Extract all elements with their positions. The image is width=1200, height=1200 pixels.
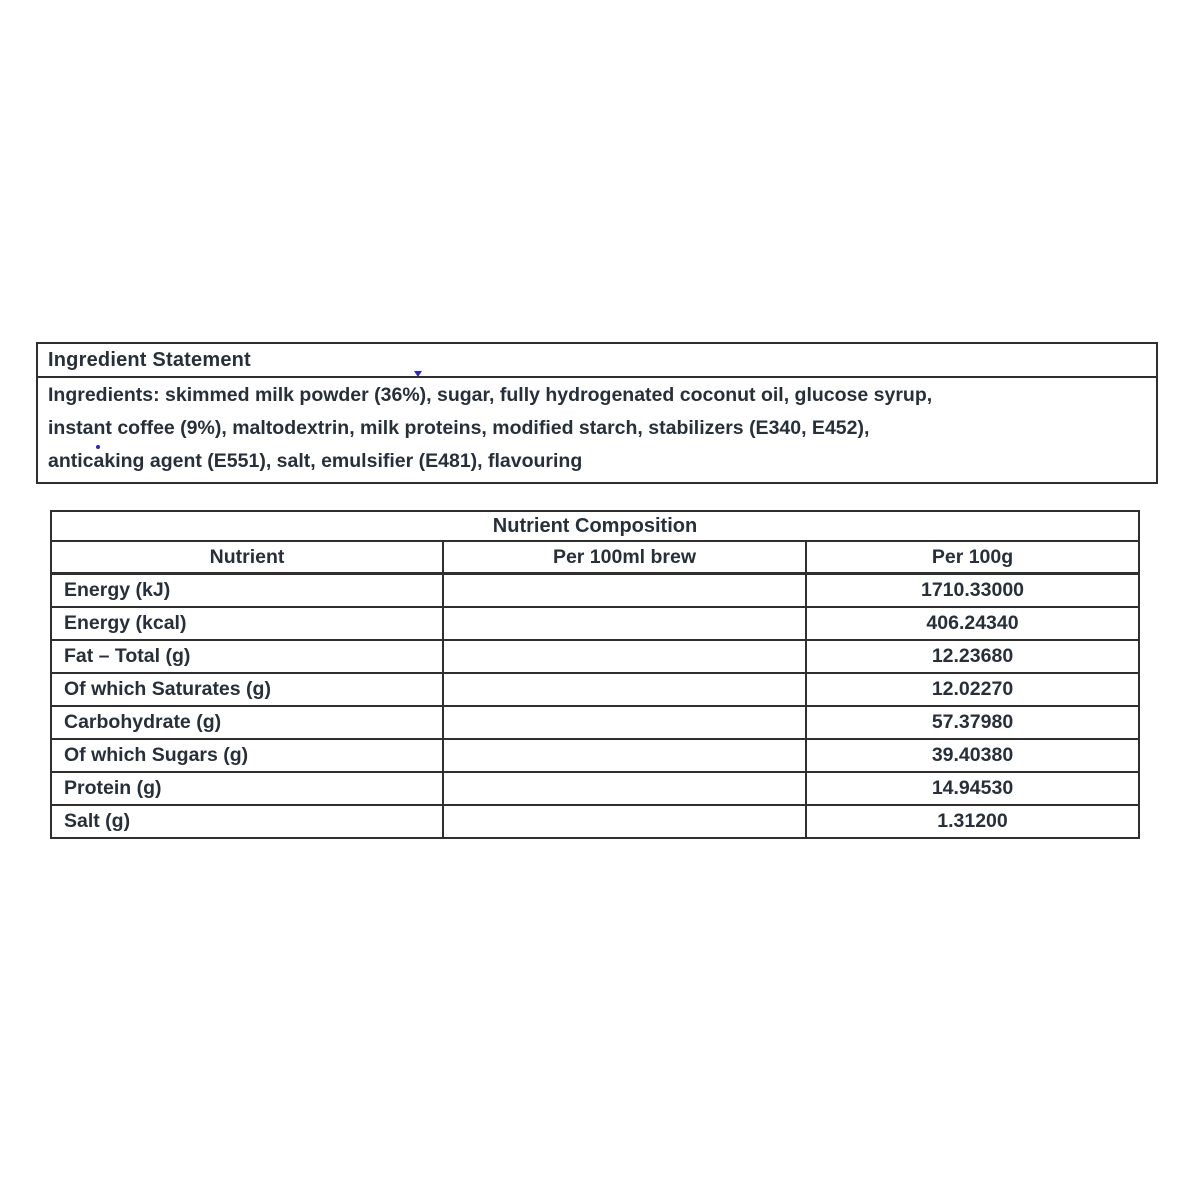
per-100g-cell: 14.94530 <box>806 772 1139 805</box>
scan-artifact-caret <box>414 371 422 377</box>
per-100ml-brew-cell <box>443 574 806 608</box>
per-100g-cell: 406.24340 <box>806 607 1139 640</box>
ingredient-line: instant coffee (9%), maltodextrin, milk proteins, modified starch, stabilizers (E340, E452), <box>48 417 870 439</box>
table-row <box>51 574 1139 608</box>
nutrient-name-cell: Energy (kJ) <box>51 574 443 608</box>
ingredient-statement-body <box>38 378 1156 482</box>
table-row <box>51 607 1139 640</box>
table-row <box>51 673 1139 706</box>
per-100ml-brew-cell <box>443 607 806 640</box>
column-header-per-100g: Per 100g <box>806 541 1139 574</box>
column-header-nutrient: Nutrient <box>51 541 443 574</box>
per-100ml-brew-cell <box>443 805 806 838</box>
table-row <box>51 640 1139 673</box>
per-100g-cell: 12.02270 <box>806 673 1139 706</box>
table-header-row <box>51 541 1139 574</box>
nutrient-name-cell: Carbohydrate (g) <box>51 706 443 739</box>
scan-artifact-dot <box>96 445 100 449</box>
table-row <box>51 805 1139 838</box>
ingredient-line: anticaking agent (E551), salt, emulsifier (E481), flavouring <box>48 450 583 472</box>
column-header-per-100ml-brew: Per 100ml brew <box>443 541 806 574</box>
nutrient-name-cell: Salt (g) <box>51 805 443 838</box>
nutrient-name-cell: Fat – Total (g) <box>51 640 443 673</box>
per-100g-cell: 39.40380 <box>806 739 1139 772</box>
nutrient-name-cell: Of which Saturates (g) <box>51 673 443 706</box>
ingredient-statement-title: Ingredient Statement <box>38 344 1156 378</box>
per-100ml-brew-cell <box>443 673 806 706</box>
ingredient-line: Ingredients: skimmed milk powder (36%), sugar, fully hydrogenated coconut oil, glucose syrup, <box>48 384 933 406</box>
per-100g-cell: 1.31200 <box>806 805 1139 838</box>
table-row <box>51 772 1139 805</box>
per-100g-cell: 57.37980 <box>806 706 1139 739</box>
table-title-row <box>51 511 1139 541</box>
per-100ml-brew-cell <box>443 706 806 739</box>
table-row <box>51 706 1139 739</box>
table-row <box>51 739 1139 772</box>
per-100g-cell: 1710.33000 <box>806 574 1139 608</box>
per-100ml-brew-cell <box>443 640 806 673</box>
nutrient-name-cell: Protein (g) <box>51 772 443 805</box>
per-100g-cell: 12.23680 <box>806 640 1139 673</box>
nutrient-name-cell: Of which Sugars (g) <box>51 739 443 772</box>
nutrient-composition-table <box>50 510 1140 839</box>
per-100ml-brew-cell <box>443 739 806 772</box>
ingredient-statement-box <box>36 342 1158 484</box>
nutrient-name-cell: Energy (kcal) <box>51 607 443 640</box>
per-100ml-brew-cell <box>443 772 806 805</box>
table-title: Nutrient Composition <box>51 511 1139 541</box>
